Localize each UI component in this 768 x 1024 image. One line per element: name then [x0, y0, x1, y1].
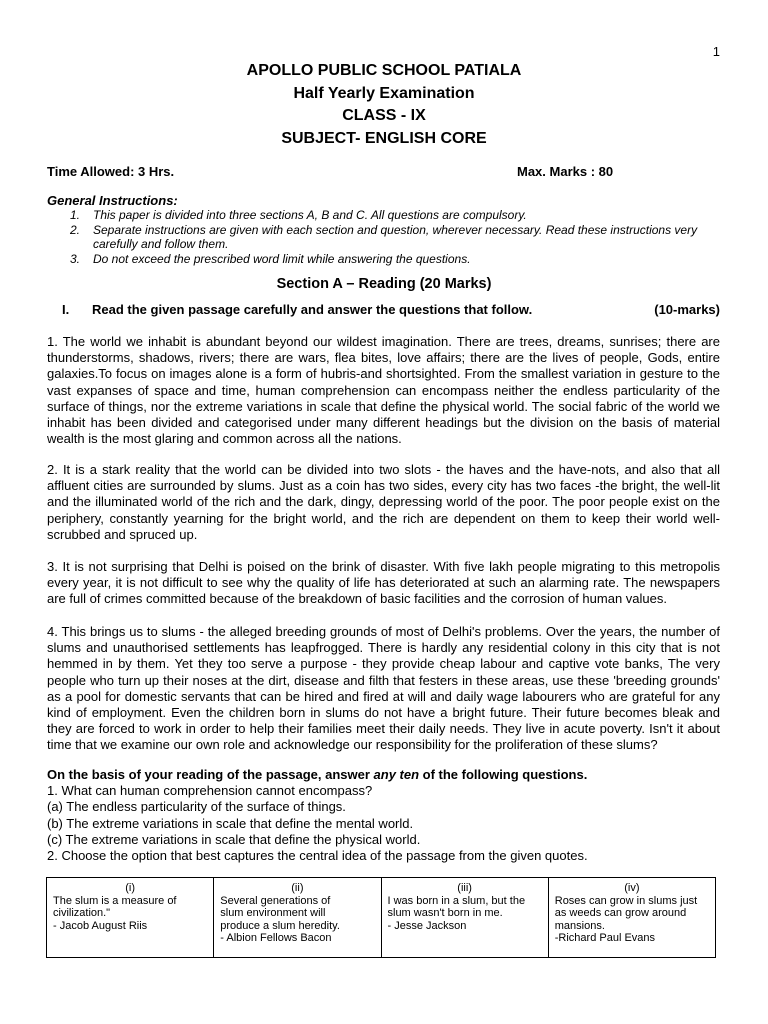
questions-intro-emphasis: any ten	[373, 767, 420, 782]
quote-cell	[214, 878, 381, 958]
passage-paragraph-1: 1. The world we inhabit is abundant beyond our wildest imagination. There are trees, dreams, sunrises; there are thunderstorms, shadows, rivers; there are wars, flea bites, love affairs; there are the lives of people, Gods, entire galaxies.To focus on images alone is a form of hubris-and shortsighted. From the smallest variation in gesture to the vast expanses of space and time, human comprehension can encompass neither the endless particularity of the surface of things, nor the extreme variations in scale that define the physical world. The social fabric of the world we inhabit has been divided and categorised under many different headings but the division on the basis of material wealth is the most glaring and common across all the nations.	[47, 334, 720, 447]
passage-paragraph-4: 4. This brings us to slums - the alleged breeding grounds of most of Delhi's problems. Over the years, the number of slums and unauthorised settlements has leapfrogged. There is hardly any residential colony in this city that is not hemmed in by them. Yet they too serve a purpose - they provide cheap labour and captive vote banks, The very people who turn up their noses at the dirt, disease and filth that festers in these areas, use these 'breeding grounds' as a pool for domestic servants that can be hired and fired at will and daily wage labourers who are grateful for any kind of employment. Even the children born in slums do not have a bright future. Their future becomes bleak and they are forced to work in order to help their families meet their daily needs. They live in acute poverty. Isn't it about time that we examine our own role and acknowledge our responsibility for the proliferation of these slums?	[47, 624, 720, 753]
general-instructions-list	[70, 208, 720, 266]
exam-title: Half Yearly Examination	[293, 85, 475, 102]
quote-line: mansions.	[554, 919, 605, 932]
quote-cell	[47, 878, 214, 958]
instruction-number: 2.	[70, 222, 81, 237]
quote-line: civilization."	[53, 907, 111, 919]
instruction-text: Do not exceed the prescribed word limit while answering the questions.	[93, 251, 471, 266]
school-name: APOLLO PUBLIC SCHOOL PATIALA	[246, 62, 522, 79]
question-number: I.	[62, 302, 70, 317]
quote-line: Roses can grow in slums just	[554, 894, 698, 907]
quote-line: The slum is a measure of	[53, 894, 177, 907]
questions-block	[47, 767, 720, 864]
quote-label: (iv)	[624, 882, 640, 894]
quote-label: (iii)	[457, 882, 472, 894]
time-allowed: Time Allowed: 3 Hrs.	[47, 164, 175, 179]
quote-label: (ii)	[291, 882, 304, 894]
quote-line: I was born in a slum, but the	[387, 894, 526, 907]
subject-title: SUBJECT- ENGLISH CORE	[281, 130, 487, 147]
instruction-item	[70, 252, 720, 267]
questions-intro-after: of the following questions.	[419, 767, 588, 782]
quote-line: Several generations of	[220, 894, 331, 907]
quote-line: as weeds can grow around	[554, 907, 687, 919]
page-number: 1	[712, 44, 720, 59]
instruction-item	[70, 223, 720, 252]
quote-line: slum wasn't born in me.	[387, 907, 503, 919]
instruction-text: Separate instructions are given with each section and question, wherever necessary. Read these instructions very carefully and follow them.	[93, 222, 698, 251]
general-instructions-title: General Instructions:	[47, 193, 178, 208]
instruction-number: 1.	[70, 208, 81, 222]
instruction-item	[70, 208, 720, 223]
quotes-table	[46, 877, 716, 958]
instruction-number: 3.	[70, 251, 81, 266]
option-line: (b) The extreme variations in scale that define the mental world.	[47, 815, 414, 831]
class-title: CLASS - IX	[342, 107, 426, 124]
quote-author: - Jesse Jackson	[387, 919, 467, 932]
quote-line: produce a slum heredity.	[220, 919, 340, 932]
question-line: 2. Choose the option that best captures the central idea of the passage from the given quotes.	[47, 848, 588, 864]
table-row	[47, 878, 716, 958]
quote-cell	[381, 878, 548, 958]
passage-paragraph-2: 2. It is a stark reality that the world can be divided into two slots - the haves and the have-nots, and also that all affluent cities are surrounded by slums. Just as a coin has two sides, every city has two faces -the bright, the well-lit and the illuminated world of the rich and the dark, dingy, depressing world of the poor. The poor people exist on the periphery, constantly yearning for the bright world, and the rich are dependent on them to keep their world well-scrubbed and spruced up.	[47, 462, 720, 542]
option-line: (c) The extreme variations in scale that define the physical world.	[47, 831, 421, 847]
questions-intro	[47, 767, 720, 783]
quote-author: - Albion Fellows Bacon	[220, 932, 332, 944]
question-one-header	[62, 302, 720, 317]
question-marks: (10-marks)	[654, 302, 720, 317]
quote-author: -Richard Paul Evans	[554, 932, 656, 944]
quote-cell	[548, 878, 715, 958]
quote-line: slum environment will	[220, 907, 326, 919]
quote-label: (i)	[125, 882, 136, 894]
passage-paragraph-3: 3. It is not surprising that Delhi is poised on the brink of disaster. With five lakh people migrating to this metropolis every year, it is not difficult to see why the quality of life has deteriorated at such an alarming rate. The newspapers are full of crimes committed because of the breakdown of basic facilities and the corrosion of human values.	[47, 559, 720, 607]
instruction-text: This paper is divided into three sections A, B and C. All questions are compulsory.	[93, 208, 527, 222]
section-a-title: Section A – Reading (20 Marks)	[276, 276, 492, 292]
quote-author: - Jacob August Riis	[53, 919, 148, 932]
question-line: 1. What can human comprehension cannot encompass?	[47, 783, 373, 799]
max-marks: Max. Marks : 80	[517, 164, 614, 179]
option-line: (a) The endless particularity of the surface of things.	[47, 799, 346, 815]
questions-intro-before: On the basis of your reading of the passage, answer	[47, 767, 374, 782]
question-text: Read the given passage carefully and answer the questions that follow.	[92, 302, 533, 317]
